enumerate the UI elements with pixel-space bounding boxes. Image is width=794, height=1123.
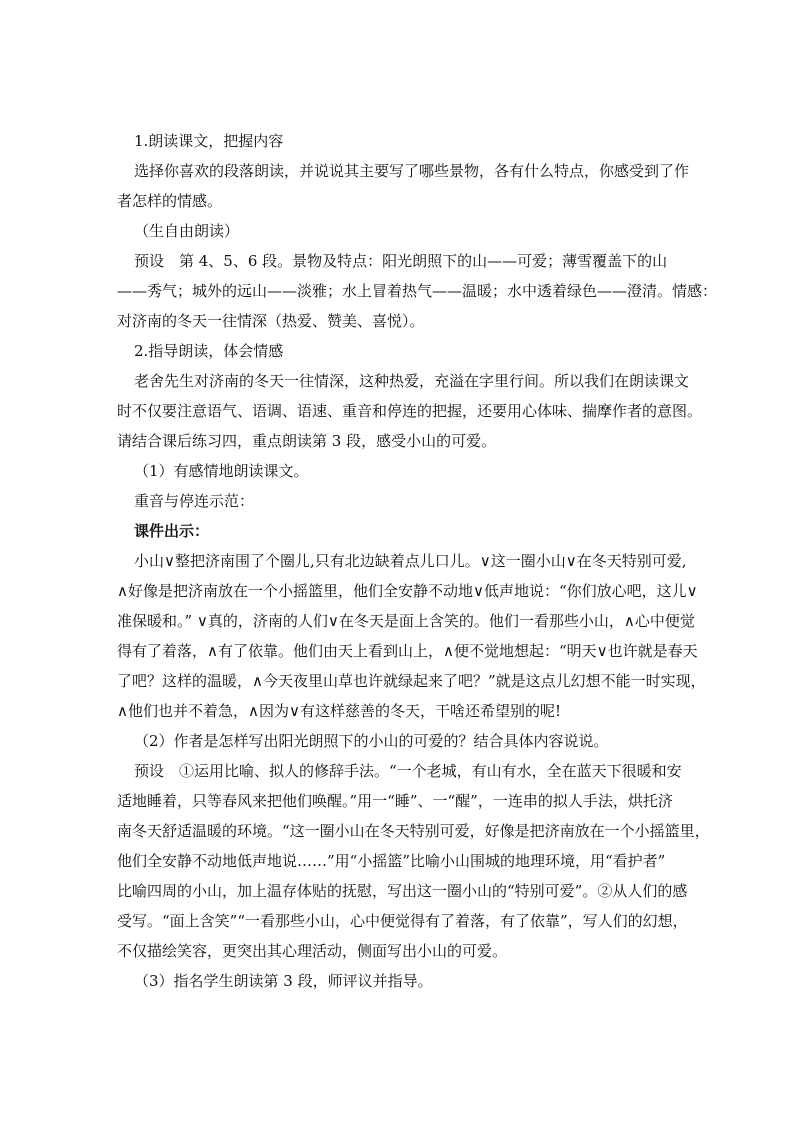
marked-text-line: 得有了着落，∧有了依靠。他们由天上看到山上，∧便不觉地想起：“明天∨也许就是春天	[117, 642, 698, 660]
document-body	[117, 126, 721, 996]
section-heading-2: 2.指导朗读，体会情感	[134, 342, 284, 360]
marked-text-line: 准保暖和。” ∨真的，济南的人们∨在冬天是面上含笑的。他们一看那些小山，∧心中便觉	[117, 612, 695, 630]
paragraph-line: ——秀气；城外的远山——淡雅；水上冒着热气——温暖；水中透着绿色——澄清。情感：	[117, 282, 718, 300]
paragraph-line: 预设 ①运用比喻、拟人的修辞手法。“一个老城，有山有水，全在蓝天下很暖和安	[134, 762, 682, 780]
paragraph-line: （1）有感情地朗读课文。	[134, 462, 309, 480]
paragraph-line: 重音与停连示范：	[134, 492, 255, 510]
paragraph-line: 者怎样的情感。	[117, 192, 223, 210]
marked-text-line: ∧他们也并不着急，∧因为∨有这样慈善的冬天，干啥还希望别的呢!	[117, 702, 561, 720]
paragraph-line: 老舍先生对济南的冬天一往情深，这种热爱，充溢在字里行间。所以我们在朗读课文	[134, 372, 690, 390]
paragraph-line: 预设 第 4、5、6 段。景物及特点：阳光朗照下的山——可爱；薄雪覆盖下的山	[134, 252, 668, 270]
marked-text-line: ∧好像是把济南放在一个小摇篮里，他们全安静不动地∨低声地说：“你们放心吧，这儿∨	[117, 582, 698, 600]
paragraph-line: （3）指名学生朗读第 3 段，师评议并指导。	[134, 972, 433, 990]
paragraph-line: 适地睡着，只等春风来把他们唤醒。”用一“睡”、一“醒”，一连串的拟人手法，烘托济	[117, 792, 673, 810]
paragraph-line: 他们全安静不动地低声地说……”用“小摇篮”比喻小山围城的地理环境，用“看护者”	[117, 852, 666, 870]
paragraph-line: 对济南的冬天一往情深（热爱、赞美、喜悦）。	[117, 312, 425, 330]
paragraph-line: （生自由朗读）	[134, 222, 240, 240]
paragraph-line: 不仅描绘笑容，更突出其心理活动，侧面写出小山的可爱。	[117, 942, 508, 960]
paragraph-line: 比喻四周的小山，加上温存体贴的抚慰，写出这一圈小山的“特别可爱”。②从人们的感	[117, 882, 688, 900]
paragraph-line: 受写。“面上含笑”“一看那些小山，心中便觉得有了着落，有了依靠”，写人们的幻想，	[117, 912, 688, 930]
marked-text-line: 了吧？这样的温暖，∧今天夜里山草也许就绿起来了吧？”就是这点儿幻想不能一时实现，	[117, 672, 706, 690]
paragraph-line: 南冬天舒适温暖的环境。“这一圈小山在冬天特别可爱，好像是把济南放在一个小摇篮里，	[117, 822, 710, 840]
paragraph-line: 选择你喜欢的段落朗读，并说说其主要写了哪些景物，各有什么特点，你感受到了作	[134, 162, 690, 180]
paragraph-line: 时不仅要注意语气、语调、语速、重音和停连的把握，还要用心体味、揣摩作者的意图。	[117, 402, 703, 420]
section-heading-1: 1.朗读课文，把握内容	[134, 132, 284, 150]
marked-text-line: 小山∨整把济南围了个圈儿,只有北边缺着点儿口儿。∨这一圈小山∨在冬天特别可爱,	[134, 552, 687, 570]
paragraph-line: （2）作者是怎样写出阳光朗照下的小山的可爱的？结合具体内容说说。	[134, 732, 609, 750]
courseware-label: 课件出示：	[134, 522, 210, 540]
paragraph-line: 请结合课后练习四，重点朗读第 3 段，感受小山的可爱。	[117, 432, 497, 450]
